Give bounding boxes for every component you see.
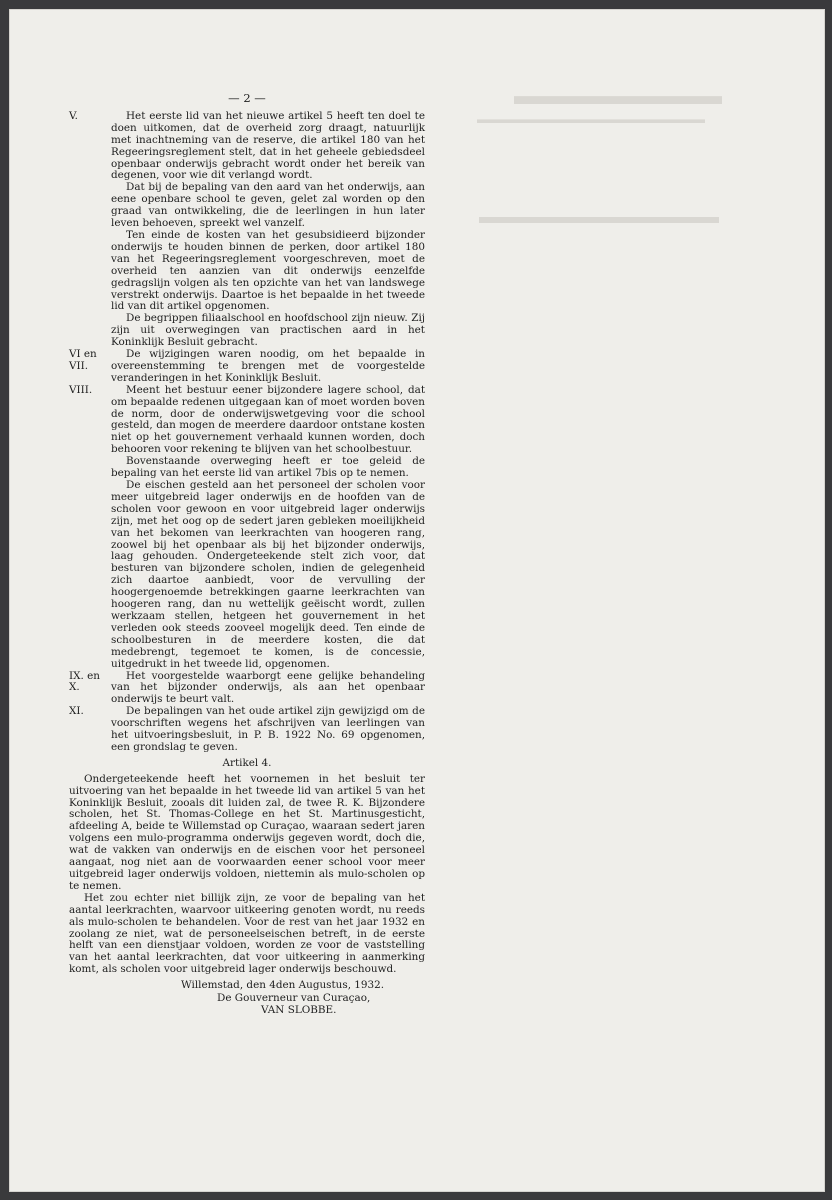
document-page xyxy=(9,9,825,1192)
section-marker xyxy=(69,385,111,671)
signature-name: VAN SLOBBE. xyxy=(261,1003,337,1016)
section-viii xyxy=(69,385,425,671)
section-marker xyxy=(69,111,111,349)
section-marker xyxy=(69,349,111,385)
section-marker xyxy=(69,671,111,707)
paragraph: Meent het bestuur eener bijzondere lagere school, dat om bepaalde redenen uitgegaan kan of moet worden boven de norm, door de onderwijswetgeving voor die school gesteld, dan mogen de meerdere daardoor ontstane kosten niet op het gouvernement verhaald kunnen worden, doch behooren voor rekening te blijven van het schoolbestuur. xyxy=(111,383,425,456)
paragraph: De eischen gesteld aan het personeel der scholen voor meer uitgebreid lager onderwijs en de hoofden van de scholen voor gewoon en voor uitgebreid lager onderwijs zijn, met het oog op de sedert jaren gebleken moeilijkheid van het bekomen van leerkrachten van hoogeren rang, zoowel bij het openbaar als bij het bijzonder onderwijs, laag gehouden. Ondergeteekende stelt zich voor, dat besturen van bijzondere scholen, indien de gelegenheid zich daartoe aanbiedt, voor de vervulling der hoogergenoemde betrekkingen gaarne leerkrachten van hoogeren rang, dan nu wettelijk geëischt wordt, zullen werkzaam stellen, hetgeen het gouvernement in het verleden ook steeds zooveel mogelijk deed. Ten einde de schoolbesturen in de meerdere kosten, die dat medebrengt, tegemoet te komen, is de concessie, uitgedrukt in het tweede lid, opgenomen. xyxy=(111,479,425,670)
paragraph: De wijzigingen waren noodig, om het bepaalde in overeenstemming te brengen met de voorgestelde veranderingen in het Koninklijk Besluit. xyxy=(111,348,425,384)
section-vi-vii xyxy=(69,349,425,385)
section-marker-label: V. xyxy=(69,109,78,122)
section-marker-label: VII. xyxy=(69,359,89,372)
section-xi xyxy=(69,706,425,754)
article-text xyxy=(69,774,425,976)
section-ix-x xyxy=(69,671,425,707)
signature-block xyxy=(69,979,425,1016)
bleed-through-text: ▬▬▬▬▬▬▬▬▬▬▬▬ xyxy=(479,206,719,228)
paragraph: Het eerste lid van het nieuwe artikel 5 heeft ten doel te doen uitkomen, dat de overheid zorg draagt, natuurlijk met inachtneming van de reserve, die artikel 180 van het Regeeringsreglement stelt, dat in het geheele gebiedsdeel openbaar onderwijs gebracht wordt onder het bereik van degenen, voor wie dit verlangd wordt. xyxy=(111,109,425,182)
article-heading: Artikel 4. xyxy=(222,756,272,769)
paragraph: Ten einde de kosten van het gesubsidieerd bijzonder onderwijs te houden binnen de perken, door artikel 180 van het Regeeringsreglement voorgeschreven, moet de overheid ten aanzien van dit onderwijs eenzelfde gedragslijn volgen als ten opzichte van het van landswege verstrekt onderwijs. Daartoe is het bepaalde in het tweede lid van dit artikel opgenomen. xyxy=(111,228,425,313)
section-text xyxy=(111,349,425,385)
section-marker-label: VIII. xyxy=(69,383,93,396)
bleed-through-text: ▬▬▬▬▬▬▬▬▬▬▬▬▬▬▬▬▬▬▬ xyxy=(477,112,705,126)
section-marker-label: X. xyxy=(69,681,80,694)
section-marker xyxy=(69,706,111,754)
section-v xyxy=(69,111,425,349)
section-text xyxy=(111,111,425,349)
paragraph: Bovenstaande overweging heeft er toe geleid de bepaling van het eerste lid van artikel 7bis op te nemen. xyxy=(111,455,425,480)
signature-place-date: Willemstad, den 4den Augustus, 1932. xyxy=(181,979,385,992)
section-marker-label: IX. en xyxy=(69,669,100,682)
page-number: — 2 — xyxy=(228,91,266,105)
section-text xyxy=(111,671,425,707)
paragraph: De begrippen filiaalschool en hoofdschool zijn nieuw. Zij zijn uit overwegingen van practischen aard in het Koninklijk Besluit gebracht. xyxy=(111,312,425,349)
signature-title: De Gouverneur van Curaçao, xyxy=(217,991,371,1004)
bleed-through-text: ▬▬▬▬▬▬▬▬ xyxy=(514,81,722,110)
paragraph: Het zou echter niet billijk zijn, ze voor de bepaling van het aantal leerkrachten, waarvoor uitkeering genoten wordt, nu reeds als mulo-scholen te behandelen. Voor de rest van het jaar 1932 en zoolang ze niet, wat de personeelseischen betreft, in de eerste helft van een dienstjaar voldoen, worden ze voor de vaststelling van het aantal leerkrachten, dat voor uitkeering in aanmerking komt, als scholen voor uitgebreid lager onderwijs beschouwd. xyxy=(69,891,425,976)
section-text xyxy=(111,385,425,671)
paragraph: Ondergeteekende heeft het voornemen in het besluit ter uitvoering van het bepaalde in het tweede lid van artikel 5 van het Koninklijk Besluit, zooals dit luiden zal, de twee R. K. Bijzondere scholen, het St. Thomas-College en het St. Martinusgesticht, afdeeling A, beide te Willemstad op Curaçao, waaraan sedert jaren volgens een mulo-programma onderwijs gegeven wordt, doch die, wat de vakken van onderwijs en de eischen voor het personeel aangaat, nog niet aan de voorwaarden eener school voor meer uitgebreid lager onderwijs voldoen, niettemin als mulo-scholen op te nemen. xyxy=(69,772,425,892)
paragraph: Dat bij de bepaling van den aard van het onderwijs, aan eene openbare school te geven, gelet zal worden op den graad van ontwikkeling, die de leerlingen in hun later leven behoeven, spreekt wel vanzelf. xyxy=(111,181,425,230)
document-body xyxy=(69,93,425,1016)
section-marker-label: XI. xyxy=(69,705,84,718)
paragraph: Het voorgestelde waarborgt eene gelijke behandeling van het bijzonder onderwijs, als aan het openbaar onderwijs te beurt valt. xyxy=(111,669,425,706)
paragraph: De bepalingen van het oude artikel zijn gewijzigd om de voorschriften wegens het afschrijven van leerlingen van het uitvoeringsbesluit, in P. B. 1922 No. 69 opgenomen, een grondslag te geven. xyxy=(111,705,425,753)
section-marker-label: VI en xyxy=(69,348,97,361)
section-text xyxy=(111,706,425,754)
